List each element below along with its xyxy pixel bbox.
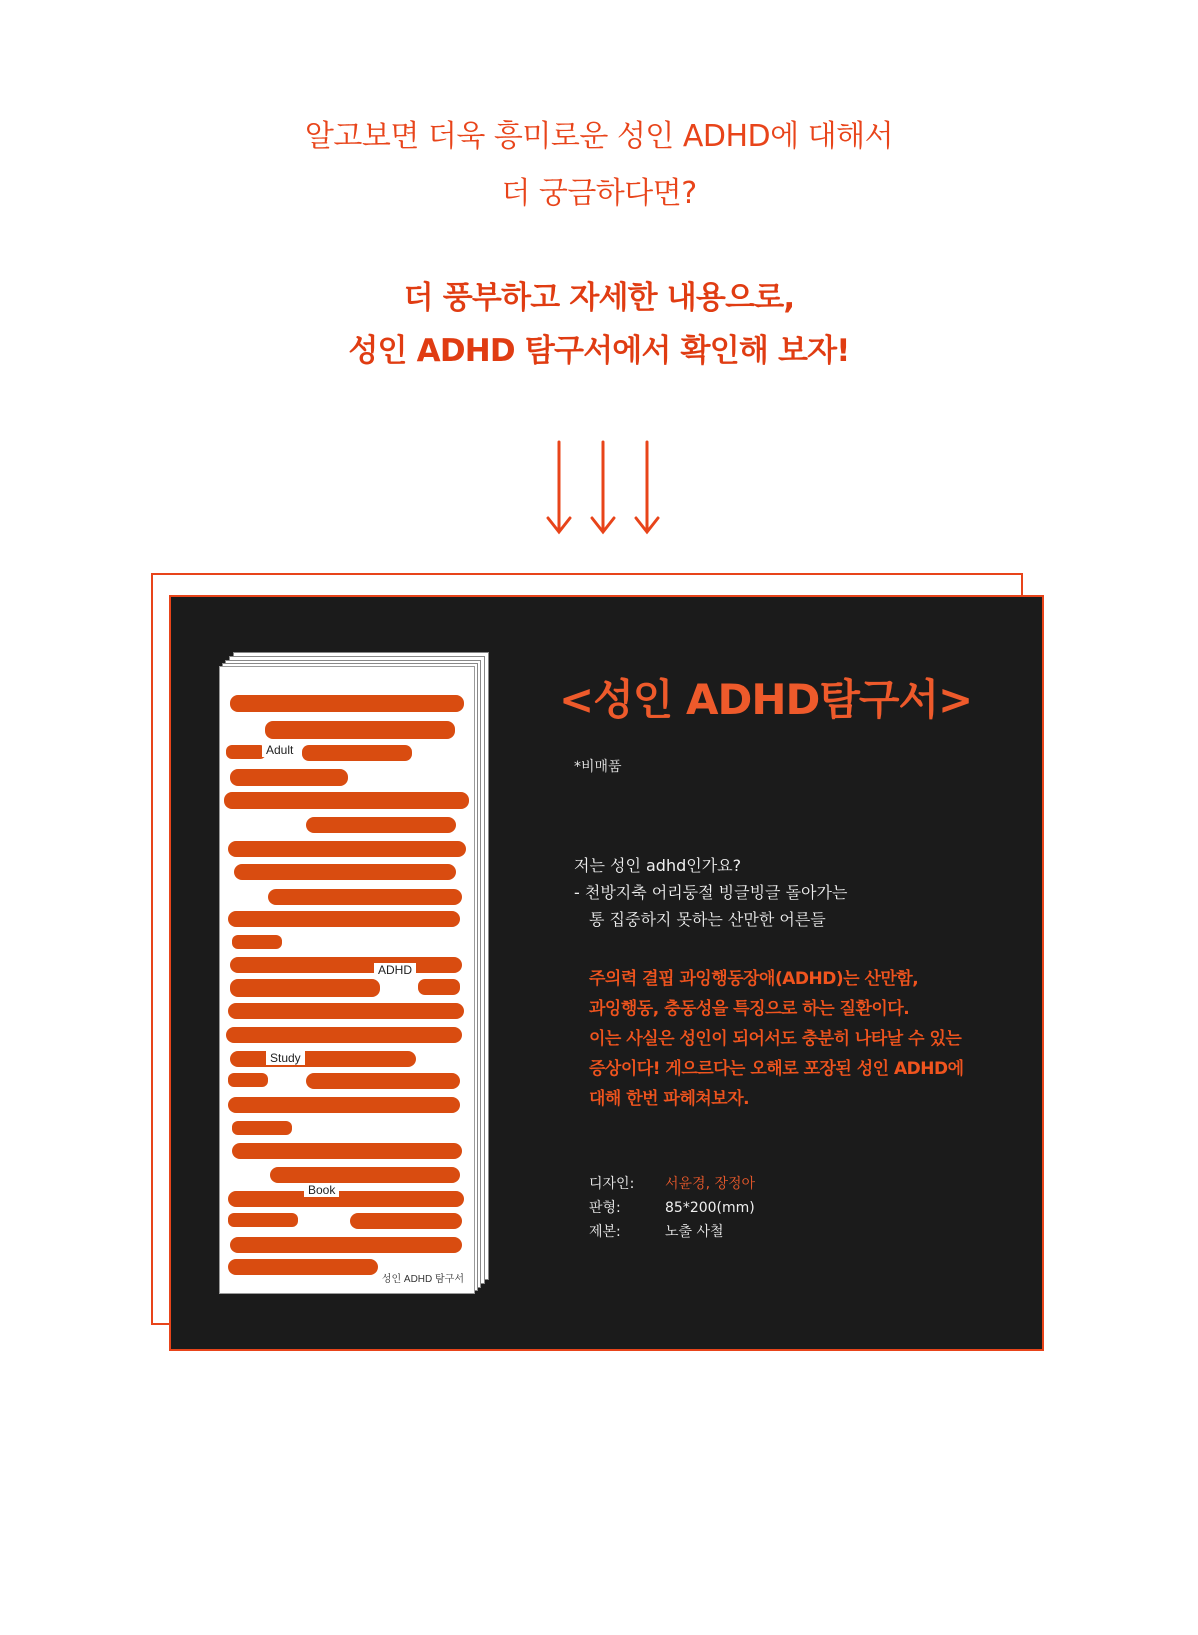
summary-line: 과잉행동, 충동성을 특징으로 하는 질환이다. xyxy=(589,999,910,1019)
brush-stroke xyxy=(228,1097,460,1113)
intro-line-2: 더 궁금하다면? xyxy=(501,176,697,211)
product-summary xyxy=(589,964,964,1114)
summary-line: 대해 한번 파헤쳐보자. xyxy=(589,1089,750,1109)
brush-stroke xyxy=(228,841,466,857)
book-word-adult: Adult xyxy=(262,743,297,757)
brush-stroke xyxy=(302,745,412,761)
spec-label: 디자인: xyxy=(589,1176,635,1192)
desc-line: 통 집중하지 못하는 산만한 어른들 xyxy=(589,910,826,929)
desc-line: 저는 성인 adhd인가요? xyxy=(574,856,742,875)
brush-stroke xyxy=(228,1073,268,1087)
brush-stroke xyxy=(350,1213,462,1229)
summary-line: 주의력 결핍 과잉행동장애(ADHD)는 산만함, xyxy=(589,969,919,989)
brush-stroke xyxy=(232,1143,462,1159)
spec-label: 판형: xyxy=(589,1200,621,1216)
not-for-sale-note: *비매품 xyxy=(574,759,622,775)
brush-stroke xyxy=(230,957,462,973)
book-mockup xyxy=(219,652,499,1292)
summary-line: 증상이다! 게으르다는 오해로 포장된 성인 ADHD에 xyxy=(589,1059,964,1079)
brush-strokes-illustration xyxy=(220,667,475,1294)
desc-line: - 천방지축 어리둥절 빙글빙글 돌아가는 xyxy=(574,883,848,902)
brush-stroke xyxy=(230,979,380,997)
spec-value: 85*200(mm) xyxy=(665,1200,755,1216)
brush-stroke xyxy=(226,745,266,759)
brush-stroke xyxy=(306,817,456,833)
summary-line: 이는 사실은 성인이 되어서도 충분히 나타날 수 있는 xyxy=(589,1029,962,1049)
brush-stroke xyxy=(228,1191,464,1207)
spec-row-format xyxy=(589,1196,755,1220)
brush-stroke xyxy=(230,769,348,786)
product-title: <성인 ADHD탐구서> xyxy=(559,675,973,724)
spec-row-designer xyxy=(589,1172,755,1196)
brush-stroke xyxy=(228,911,460,927)
book-word-book: Book xyxy=(304,1183,339,1197)
brush-stroke xyxy=(228,1259,378,1275)
brush-stroke xyxy=(306,1073,460,1089)
product-panel xyxy=(169,595,1044,1351)
spec-row-binding xyxy=(589,1220,755,1244)
brush-stroke xyxy=(230,1237,462,1253)
brush-stroke xyxy=(230,695,464,712)
brush-stroke xyxy=(228,1213,298,1227)
book-word-study: Study xyxy=(266,1051,305,1065)
brush-stroke xyxy=(232,1121,292,1135)
headline-line-2: 성인 ADHD 탐구서에서 확인해 보자! xyxy=(348,333,850,369)
brush-stroke xyxy=(265,721,455,739)
product-info xyxy=(559,667,1019,1240)
spec-value: 서윤경, 장정아 xyxy=(665,1176,756,1192)
brush-stroke xyxy=(270,1167,460,1183)
intro-text xyxy=(0,108,1198,222)
brush-stroke xyxy=(230,1051,416,1067)
headline-line-1: 더 풍부하고 자세한 내용으로, xyxy=(403,280,795,316)
brush-stroke xyxy=(234,864,456,880)
brush-stroke xyxy=(268,889,462,905)
brush-stroke xyxy=(226,1027,462,1043)
brush-stroke xyxy=(224,792,469,809)
spec-label: 제본: xyxy=(589,1224,621,1240)
product-description xyxy=(574,852,847,933)
brush-stroke xyxy=(418,979,460,995)
brush-stroke xyxy=(232,935,282,949)
intro-line-1: 알고보면 더욱 흥미로운 성인 ADHD에 대해서 xyxy=(304,119,894,154)
spec-value: 노출 사철 xyxy=(665,1224,724,1240)
book-cover xyxy=(219,666,475,1294)
product-specs xyxy=(589,1172,755,1244)
headline xyxy=(0,272,1198,378)
book-footer-title: 성인 ADHD 탐구서 xyxy=(381,1274,464,1285)
book-word-adhd: ADHD xyxy=(374,963,416,977)
brush-stroke xyxy=(228,1003,464,1019)
down-arrows-icon xyxy=(545,440,665,536)
